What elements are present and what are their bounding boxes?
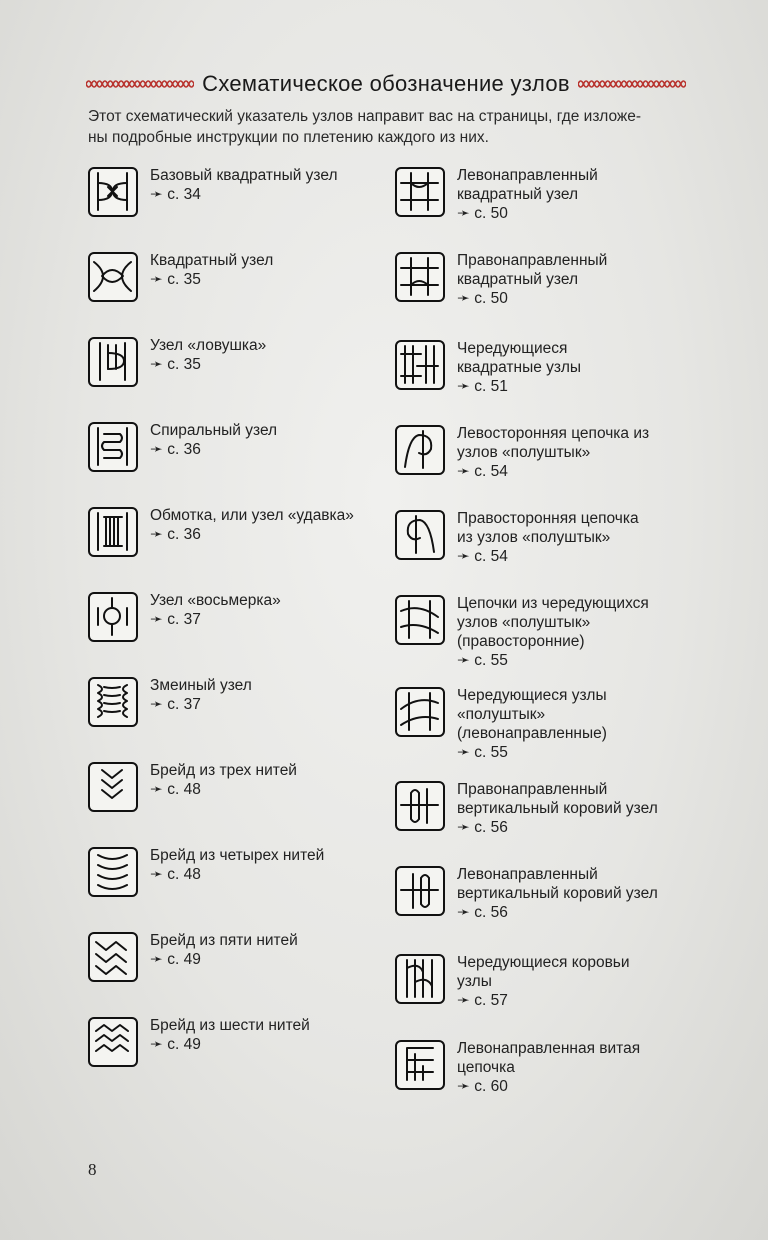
knot-name: узлов «полуштык» bbox=[457, 614, 591, 631]
page-reference: ➛ с. 60 bbox=[457, 1078, 508, 1095]
knot-index-item bbox=[88, 1016, 310, 1067]
page-reference: ➛ с. 50 bbox=[457, 205, 508, 222]
knot-name: Узел «восьмерка» bbox=[150, 592, 281, 609]
page-reference: ➛ с. 35 bbox=[150, 271, 201, 288]
page-reference: ➛ с. 35 bbox=[150, 356, 201, 373]
wrap-knot-icon bbox=[88, 507, 138, 557]
knot-index-item bbox=[395, 251, 607, 308]
knot-text bbox=[457, 339, 581, 396]
left-half-hitch-chain-icon bbox=[395, 425, 445, 475]
page-reference: ➛ с. 56 bbox=[457, 819, 508, 836]
knot-index-item bbox=[88, 421, 277, 472]
page-reference: ➛ с. 36 bbox=[150, 526, 201, 543]
page-reference: ➛ с. 48 bbox=[150, 781, 201, 798]
page-reference: ➛ с. 37 bbox=[150, 696, 201, 713]
alternating-half-hitch-right-icon bbox=[395, 595, 445, 645]
knot-name: вертикальный коровий узел bbox=[457, 885, 658, 902]
knot-name: Базовый квадратный узел bbox=[150, 167, 338, 184]
knot-name: (правосторонние) bbox=[457, 633, 585, 650]
five-strand-braid-icon bbox=[88, 932, 138, 982]
page-reference: ➛ с. 36 bbox=[150, 441, 201, 458]
page-reference: ➛ с. 56 bbox=[457, 904, 508, 921]
knot-index-item bbox=[88, 676, 252, 727]
three-strand-braid-icon bbox=[88, 762, 138, 812]
snake-knot-icon bbox=[88, 677, 138, 727]
knot-name: узлов «полуштык» bbox=[457, 444, 591, 461]
knot-index-item bbox=[88, 761, 297, 812]
knot-name: Брейд из шести нитей bbox=[150, 1017, 310, 1034]
knot-name: Цепочки из чередующихся bbox=[457, 595, 649, 612]
knot-name: Правосторонняя цепочка bbox=[457, 510, 639, 527]
knot-text bbox=[150, 1016, 310, 1067]
page-reference: ➛ с. 55 bbox=[457, 652, 508, 669]
knot-index-item bbox=[88, 931, 298, 982]
six-strand-braid-icon bbox=[88, 1017, 138, 1067]
knot-text bbox=[150, 166, 338, 217]
alternating-square-knots-icon bbox=[395, 340, 445, 390]
knot-text bbox=[150, 506, 354, 557]
knot-text bbox=[150, 676, 252, 727]
knot-index-item bbox=[88, 846, 324, 897]
trap-knot-icon bbox=[88, 337, 138, 387]
knot-index-item bbox=[88, 591, 281, 642]
knot-name: Квадратный узел bbox=[150, 252, 274, 269]
knot-index-item bbox=[395, 339, 581, 396]
knot-name: Правонаправленный bbox=[457, 252, 608, 269]
knot-name: Чередующиеся коровьи bbox=[457, 954, 630, 971]
page-reference: ➛ с. 37 bbox=[150, 611, 201, 628]
knot-text bbox=[457, 865, 658, 922]
knot-text bbox=[457, 1039, 640, 1096]
knot-name: узлы bbox=[457, 973, 492, 990]
knot-name: Брейд из трех нитей bbox=[150, 762, 297, 779]
knot-text bbox=[150, 251, 273, 302]
page-reference: ➛ с. 54 bbox=[457, 463, 508, 480]
page-reference: ➛ с. 49 bbox=[150, 951, 201, 968]
page-reference: ➛ с. 49 bbox=[150, 1036, 201, 1053]
knot-text bbox=[150, 421, 277, 472]
knot-name: Левосторонняя цепочка из bbox=[457, 425, 650, 442]
page-reference: ➛ с. 51 bbox=[457, 378, 508, 395]
knot-text bbox=[457, 251, 607, 308]
figure-eight-knot-icon bbox=[88, 592, 138, 642]
knot-name: квадратный узел bbox=[457, 271, 579, 288]
knot-name: вертикальный коровий узел bbox=[457, 800, 658, 817]
knot-name: «полуштык» bbox=[457, 706, 546, 723]
page-reference: ➛ с. 57 bbox=[457, 992, 508, 1009]
knot-index-item bbox=[395, 166, 598, 223]
left-twisted-chain-icon bbox=[395, 1040, 445, 1090]
knot-index-item bbox=[88, 506, 354, 557]
knot-index-item bbox=[395, 686, 607, 762]
knot-text bbox=[150, 846, 324, 897]
page-reference: ➛ с. 54 bbox=[457, 548, 508, 565]
page-title: Схематическое обозначение узлов bbox=[202, 71, 570, 96]
knot-text bbox=[150, 336, 266, 387]
right-vertical-lark-head-icon bbox=[395, 781, 445, 831]
knot-index-item bbox=[88, 166, 338, 217]
knot-text bbox=[150, 931, 298, 982]
four-strand-braid-icon bbox=[88, 847, 138, 897]
knot-index-item bbox=[395, 865, 658, 922]
knot-name: Обмотка, или узел «удавка» bbox=[150, 507, 354, 524]
knot-index-item bbox=[88, 251, 273, 302]
knot-text bbox=[457, 424, 649, 481]
knot-name: цепочка bbox=[457, 1059, 515, 1076]
knot-text bbox=[457, 594, 649, 670]
page-reference: ➛ с. 34 bbox=[150, 186, 201, 203]
section-header bbox=[86, 66, 686, 102]
knot-index-item bbox=[395, 509, 639, 566]
spiral-knot-icon bbox=[88, 422, 138, 472]
left-vertical-lark-head-icon bbox=[395, 866, 445, 916]
knot-name: Чередующиеся bbox=[457, 340, 568, 357]
left-square-knot-icon bbox=[395, 167, 445, 217]
page-reference: ➛ с. 55 bbox=[457, 744, 508, 761]
knot-name: Узел «ловушка» bbox=[150, 337, 267, 354]
alternating-lark-head-icon bbox=[395, 954, 445, 1004]
knot-name: квадратный узел bbox=[457, 186, 579, 203]
knot-index-item bbox=[395, 594, 649, 670]
knot-name: Чередующиеся узлы bbox=[457, 687, 607, 704]
intro-paragraph: Этот схематический указатель узлов направит вас на страницы, где изложе- ны подробные инструкции по плетению каждого из них. bbox=[88, 108, 642, 146]
knot-text bbox=[150, 591, 281, 642]
knot-name: Левонаправленная витая bbox=[457, 1040, 641, 1057]
square-knot-icon bbox=[88, 252, 138, 302]
knot-name: квадратные узлы bbox=[457, 359, 581, 376]
knot-name: Змеиный узел bbox=[150, 677, 252, 694]
knot-name: из узлов «полуштык» bbox=[457, 529, 611, 546]
knot-text bbox=[457, 509, 639, 566]
knot-name: Левонаправленный bbox=[457, 167, 598, 184]
knot-text bbox=[150, 761, 297, 812]
basic-square-knot-icon bbox=[88, 167, 138, 217]
knot-text bbox=[457, 166, 598, 223]
ornament-right bbox=[578, 78, 686, 90]
knot-index-item bbox=[395, 1039, 640, 1096]
right-half-hitch-chain-icon bbox=[395, 510, 445, 560]
knot-text bbox=[457, 686, 607, 762]
right-square-knot-icon bbox=[395, 252, 445, 302]
page-reference: ➛ с. 50 bbox=[457, 290, 508, 307]
page-reference: ➛ с. 48 bbox=[150, 866, 201, 883]
alternating-half-hitch-left-icon bbox=[395, 687, 445, 737]
knot-name: Спиральный узел bbox=[150, 422, 278, 439]
knot-index-item bbox=[395, 424, 649, 481]
knot-index-item bbox=[395, 780, 658, 837]
knot-name: Брейд из пяти нитей bbox=[150, 932, 298, 949]
ornament-left bbox=[86, 78, 194, 90]
knot-name: Правонаправленный bbox=[457, 781, 608, 798]
knot-index-item bbox=[88, 336, 266, 387]
knot-index-item bbox=[395, 953, 630, 1010]
knot-name: (левонаправленные) bbox=[457, 725, 607, 742]
knot-text bbox=[457, 953, 630, 1010]
knot-text bbox=[457, 780, 658, 837]
knot-name: Брейд из четырех нитей bbox=[150, 847, 325, 864]
knot-name: Левонаправленный bbox=[457, 866, 598, 883]
page-number: 8 bbox=[88, 1160, 97, 1179]
